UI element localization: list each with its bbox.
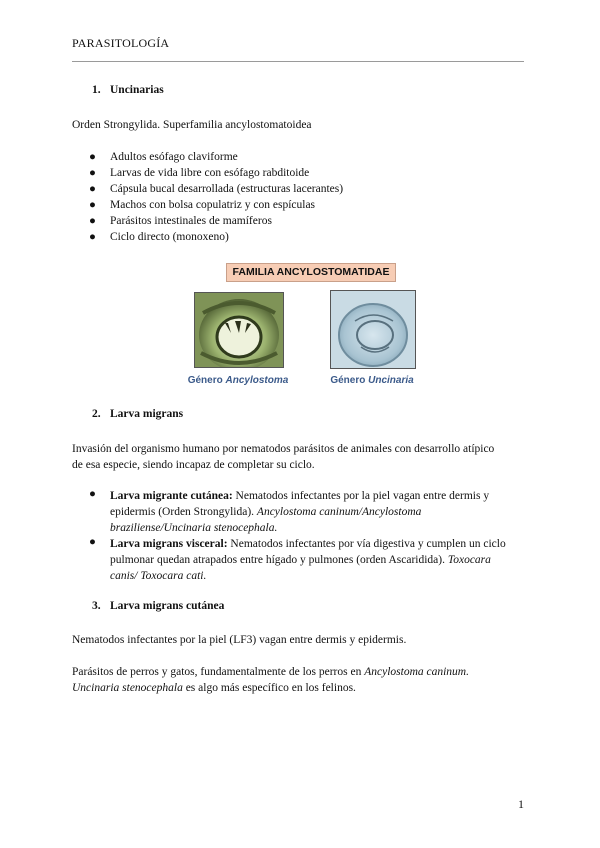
bullet-dot: ●	[89, 167, 96, 179]
list-item: ● Cápsula bucal desarrollada (estructuras lacerantes)	[89, 183, 344, 195]
bullet-dot: ●	[89, 199, 96, 211]
larva-migrans-visceral-line-3: canis/ Toxocara cati.	[110, 570, 207, 582]
section-3-heading	[92, 600, 224, 612]
bullet-dot: ●	[89, 536, 96, 548]
larva-migrante-cutanea-line-1: Larva migrante cutánea: Nematodos infectantes por la piel vagan entre dermis y	[110, 490, 490, 502]
larva-migrans-visceral-line-1: Larva migrans visceral: Nematodos infectantes por vía digestiva y cumplen un ciclo	[110, 538, 506, 550]
section-1-heading	[92, 84, 164, 96]
ancylostoma-caption: Género Ancylostoma	[187, 375, 289, 386]
section-3-paragraph-2-line-2: Uncinaria stenocephala es algo más específico en los felinos.	[72, 682, 356, 694]
uncinaria-image	[331, 291, 415, 368]
list-item: ● Larvas de vida libre con esófago rabditoide	[89, 167, 310, 179]
list-item: ● Adultos esófago claviforme	[89, 151, 238, 163]
ancylostoma-image	[195, 293, 283, 367]
section-3-title: Larva migrans cutánea	[110, 600, 225, 612]
section-1-number: 1.	[92, 84, 101, 96]
page-header: PARASITOLOGÍA	[72, 36, 170, 50]
list-item: ● Machos con bolsa copulatriz y con espículas	[89, 199, 316, 211]
list-item: ● Ciclo directo (monoxeno)	[89, 231, 229, 243]
section-2-paragraph-line-2: de esa especie, siendo incapaz de completar su ciclo.	[72, 459, 315, 471]
ancylostoma-micrograph	[194, 292, 284, 368]
section-1-bullet-list	[89, 149, 344, 245]
bullet-dot: ●	[89, 151, 96, 163]
page-number: 1	[518, 797, 524, 811]
larva-migrante-cutanea-line-2: epidermis (Orden Strongylida). Ancylostoma caninum/Ancylostoma	[110, 506, 422, 518]
uncinaria-caption: Género Uncinaria	[330, 375, 414, 386]
section-1-title: Uncinarias	[110, 84, 164, 96]
bullet-dot: ●	[89, 231, 96, 243]
section-3-number: 3.	[92, 600, 101, 612]
section-2-paragraph-line-1: Invasión del organismo humano por nematodos parásitos de animales con desarrollo atípico	[72, 443, 495, 455]
header-rule	[72, 61, 524, 62]
larva-migrans-visceral-line-2: pulmonar quedan atrapados entre hígado y pulmones (orden Ascaridida). Toxocara	[110, 554, 491, 566]
section-3-paragraph-2-line-1: Parásitos de perros y gatos, fundamentalmente de los perros en Ancylostoma caninum.	[72, 666, 469, 678]
larva-migrante-cutanea-line-3: braziliense/Uncinaria stenocephala.	[110, 522, 278, 534]
figure-title: FAMILIA ANCYLOSTOMATIDAE	[226, 263, 396, 282]
section-2-title: Larva migrans	[110, 408, 184, 420]
section-2-heading	[92, 408, 183, 420]
list-item: ● Parásitos intestinales de mamíferos	[89, 215, 272, 227]
uncinaria-micrograph	[330, 290, 416, 369]
section-2-number: 2.	[92, 408, 101, 420]
bullet-dot: ●	[89, 488, 96, 500]
section-3-paragraph-1: Nematodos infectantes por la piel (LF3) vagan entre dermis y epidermis.	[72, 634, 407, 646]
bullet-dot: ●	[89, 183, 96, 195]
section-1-intro: Orden Strongylida. Superfamilia ancylostomatoidea	[72, 119, 312, 131]
bullet-dot: ●	[89, 215, 96, 227]
